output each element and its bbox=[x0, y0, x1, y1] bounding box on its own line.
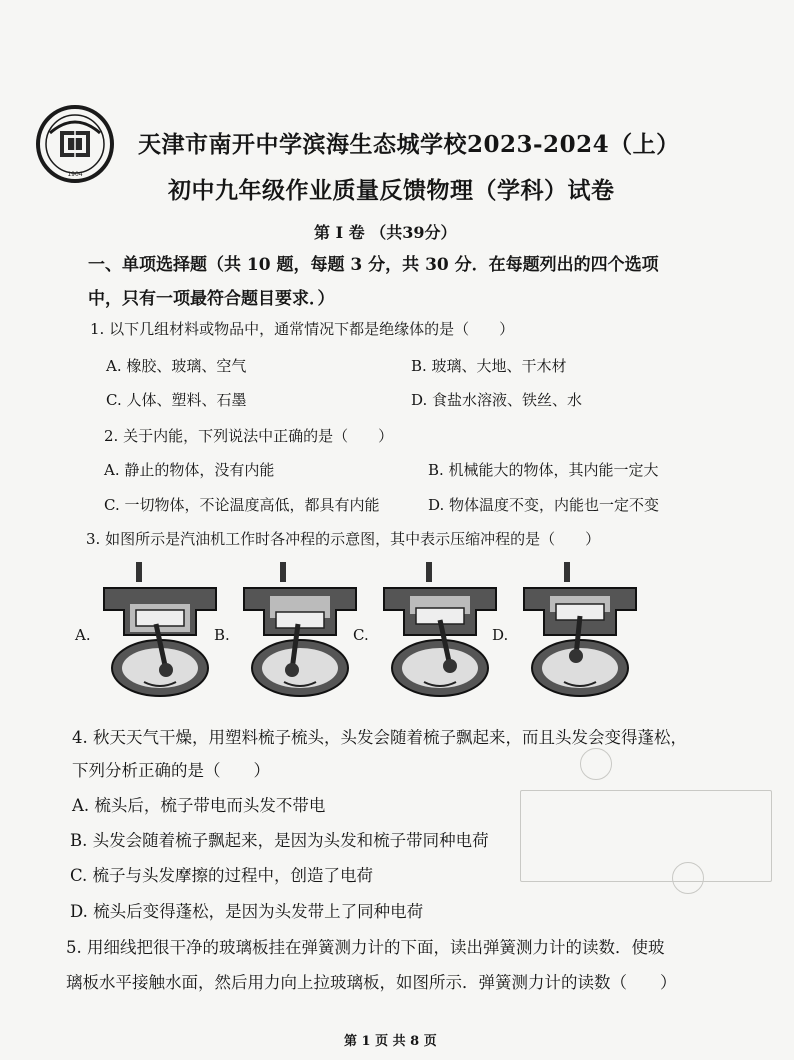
exam-title-line1: 天津市南开中学滨海生态城学校2023-2024（上） bbox=[138, 131, 680, 158]
q4-stem-line2: 下列分析正确的是（ ） bbox=[72, 761, 270, 780]
q3-stem: 3. 如图所示是汽油机工作时各冲程的示意图，其中表示压缩冲程的是（ ） bbox=[86, 530, 601, 548]
engine-diagram-b bbox=[236, 560, 364, 698]
svg-text:1904: 1904 bbox=[67, 171, 83, 178]
bleed-through-circuit bbox=[520, 790, 772, 882]
exam-title-line2: 初中九年级作业质量反馈物理（学科）试卷 bbox=[168, 177, 615, 204]
q1-option-a: A. 橡胶、玻璃、空气 bbox=[106, 357, 247, 375]
q5-stem-line2: 璃板水平接触水面，然后用力向上拉玻璃板，如图所示．弹簧测力计的读数（ ） bbox=[66, 973, 677, 992]
q1-option-b: B. 玻璃、大地、干木材 bbox=[411, 357, 567, 375]
page-footer: 第 1 页 共 8 页 bbox=[344, 1034, 437, 1049]
q3-label-b: B. bbox=[214, 626, 230, 644]
volume-heading: 第 I 卷 （共39分） bbox=[314, 223, 457, 242]
bleed-through-lamp-1 bbox=[580, 748, 612, 780]
q2-option-c: C. 一切物体，不论温度高低，都具有内能 bbox=[104, 496, 380, 514]
q2-stem: 2. 关于内能，下列说法中正确的是（ ） bbox=[104, 427, 394, 445]
q4-option-a: A. 梳头后，梳子带电而头发不带电 bbox=[72, 796, 326, 815]
section-instruction-line1: 一、单项选择题（共 10 题，每题 3 分，共 30 分．在每题列出的四个选项 bbox=[88, 255, 659, 275]
q3-label-c: C. bbox=[353, 626, 369, 644]
q2-option-a: A. 静止的物体，没有内能 bbox=[104, 461, 275, 479]
q1-stem: 1. 以下几组材料或物品中，通常情况下都是绝缘体的是（ ） bbox=[90, 320, 515, 338]
q4-option-b: B. 头发会随着梳子飘起来，是因为头发和梳子带同种电荷 bbox=[70, 831, 489, 850]
q4-stem-line1: 4. 秋天天气干燥，用塑料梳子梳头，头发会随着梳子飘起来，而且头发会变得蓬松， bbox=[72, 728, 687, 747]
q3-label-a: A. bbox=[75, 626, 91, 644]
q2-option-d: D. 物体温度不变，内能也一定不变 bbox=[428, 496, 660, 514]
q4-option-c: C. 梳子与头发摩擦的过程中，创造了电荷 bbox=[70, 866, 374, 885]
engine-diagram-a bbox=[96, 560, 224, 698]
q2-option-b: B. 机械能大的物体，其内能一定大 bbox=[428, 461, 659, 479]
section-instruction-line2: 中，只有一项最符合题目要求．） bbox=[88, 289, 335, 309]
school-seal-logo bbox=[20, 103, 130, 185]
q5-stem-line1: 5. 用细线把很干净的玻璃板挂在弹簧测力计的下面，读出弹簧测力计的读数．使玻 bbox=[66, 938, 665, 957]
bleed-through-lamp-2 bbox=[672, 862, 704, 894]
q4-option-d: D. 梳头后变得蓬松，是因为头发带上了同种电荷 bbox=[70, 902, 424, 921]
q1-option-d: D. 食盐水溶液、铁丝、水 bbox=[411, 391, 583, 409]
engine-diagram-d bbox=[516, 560, 644, 698]
q3-label-d: D. bbox=[492, 626, 509, 644]
q1-option-c: C. 人体、塑料、石墨 bbox=[106, 391, 247, 409]
engine-diagram-c bbox=[376, 560, 504, 698]
